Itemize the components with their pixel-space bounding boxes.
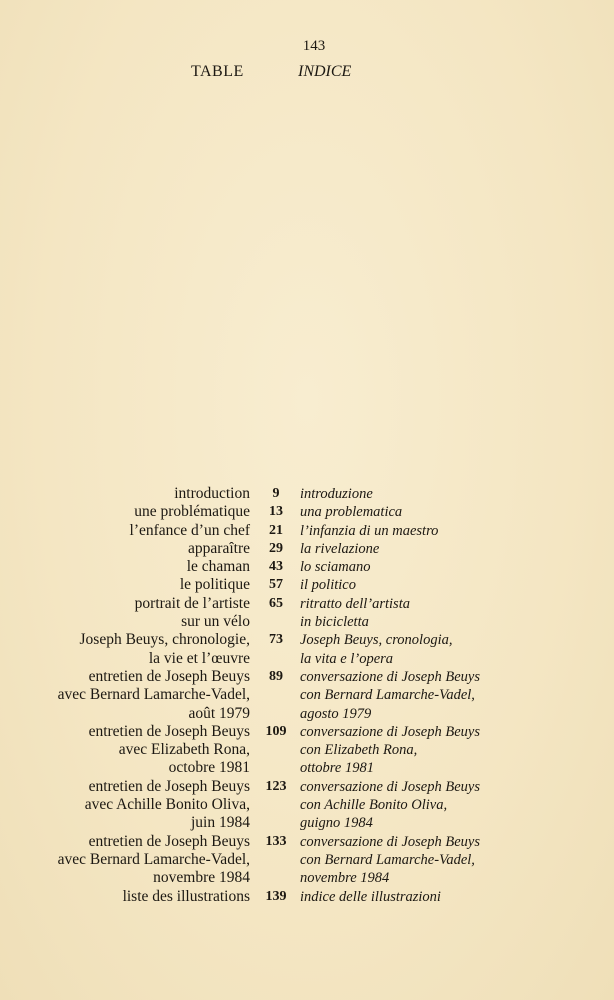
toc-italian-title: in bicicletta (300, 614, 369, 631)
heading-indice: INDICE (298, 63, 352, 80)
toc-row (0, 668, 614, 686)
toc-page-number: 89 (269, 668, 283, 684)
toc-french-title: le chaman (186, 558, 250, 576)
toc-italian-title: ottobre 1981 (300, 760, 374, 777)
toc-french-title: août 1979 (188, 704, 250, 722)
toc-row (0, 613, 614, 631)
toc-page-number: 139 (265, 888, 287, 904)
toc-french-title: entretien de Joseph Beuys (88, 722, 250, 740)
toc-italian-title: conversazione di Joseph Beuys (300, 668, 480, 685)
toc-row (0, 631, 614, 649)
toc-row (0, 558, 614, 576)
toc-italian-title: il politico (300, 577, 356, 594)
toc-french-title: l’enfance d’un chef (129, 521, 250, 539)
toc-page-number: 57 (269, 577, 283, 593)
toc-row (0, 851, 614, 869)
toc-page-number: 43 (269, 559, 283, 575)
toc-french-title: juin 1984 (191, 814, 250, 832)
toc-page-number: 65 (269, 595, 283, 611)
toc-french-title: le politique (179, 576, 250, 594)
toc-row (0, 503, 614, 521)
toc-page-number: 133 (265, 833, 287, 849)
toc-row (0, 796, 614, 814)
toc-italian-title: guigno 1984 (300, 815, 373, 832)
toc-row (0, 522, 614, 540)
toc-row (0, 595, 614, 613)
toc-french-title: avec Bernard Lamarche-Vadel, (57, 686, 250, 704)
toc-french-title: Joseph Beuys, chronologie, (79, 631, 250, 649)
toc-row (0, 576, 614, 594)
page-number: 143 (302, 38, 326, 54)
toc-page-number: 13 (269, 504, 283, 520)
toc-french-title: liste des illustrations (122, 887, 250, 905)
toc-row (0, 485, 614, 503)
toc-row (0, 814, 614, 832)
toc-french-title: introduction (174, 485, 250, 502)
toc-italian-title: novembre 1984 (300, 870, 390, 887)
toc-italian-title: conversazione di Joseph Beuys (300, 833, 480, 850)
toc-italian-title: con Elizabeth Rona, (300, 742, 418, 759)
toc-page-number: 29 (269, 540, 283, 556)
toc-row (0, 723, 614, 741)
toc-italian-title: l’infanzia di un maestro (300, 522, 439, 539)
toc-french-title: avec Elizabeth Rona, (118, 741, 250, 759)
toc-italian-title: una problematica (300, 504, 403, 521)
table-of-contents (0, 485, 614, 906)
toc-italian-title: conversazione di Joseph Beuys (300, 778, 480, 795)
toc-row (0, 650, 614, 668)
toc-italian-title: conversazione di Joseph Beuys (300, 723, 480, 740)
toc-italian-title: la rivelazione (300, 540, 380, 557)
toc-french-title: entretien de Joseph Beuys (88, 667, 250, 685)
heading-table: TABLE (191, 63, 244, 80)
toc-page-number: 73 (269, 632, 283, 648)
toc-italian-title: con Achille Bonito Oliva, (300, 797, 448, 814)
toc-french-title: apparaître (188, 539, 250, 557)
toc-row (0, 705, 614, 723)
toc-french-title: une problématique (134, 503, 250, 521)
toc-french-title: portrait de l’artiste (134, 594, 250, 612)
toc-french-title: sur un vélo (181, 613, 250, 631)
toc-row (0, 888, 614, 906)
toc-italian-title: lo sciamano (300, 559, 371, 576)
toc-italian-title: Joseph Beuys, cronologia, (300, 632, 453, 649)
toc-row (0, 869, 614, 887)
toc-french-title: novembre 1984 (153, 869, 250, 887)
toc-page-number: 109 (265, 723, 287, 739)
toc-italian-title: indice delle illustrazioni (300, 888, 441, 905)
toc-italian-title: con Bernard Lamarche-Vadel, (300, 687, 475, 704)
toc-row (0, 778, 614, 796)
toc-french-title: avec Achille Bonito Oliva, (84, 796, 250, 814)
toc-french-title: entretien de Joseph Beuys (88, 777, 250, 795)
toc-french-title: octobre 1981 (168, 759, 250, 777)
toc-french-title: entretien de Joseph Beuys (88, 832, 250, 850)
toc-french-title: la vie et l’œuvre (148, 649, 250, 667)
toc-row (0, 741, 614, 759)
toc-italian-title: introduzione (300, 486, 373, 502)
toc-row (0, 686, 614, 704)
toc-row (0, 833, 614, 851)
toc-page-number: 9 (272, 486, 280, 501)
toc-row (0, 759, 614, 777)
toc-page-number: 21 (269, 522, 283, 538)
toc-italian-title: con Bernard Lamarche-Vadel, (300, 851, 475, 868)
toc-french-title: avec Bernard Lamarche-Vadel, (57, 850, 250, 868)
toc-italian-title: la vita e l’opera (300, 650, 394, 667)
toc-italian-title: ritratto dell’artista (300, 595, 410, 612)
toc-page-number: 123 (265, 778, 287, 794)
toc-row (0, 540, 614, 558)
toc-italian-title: agosto 1979 (300, 705, 372, 722)
